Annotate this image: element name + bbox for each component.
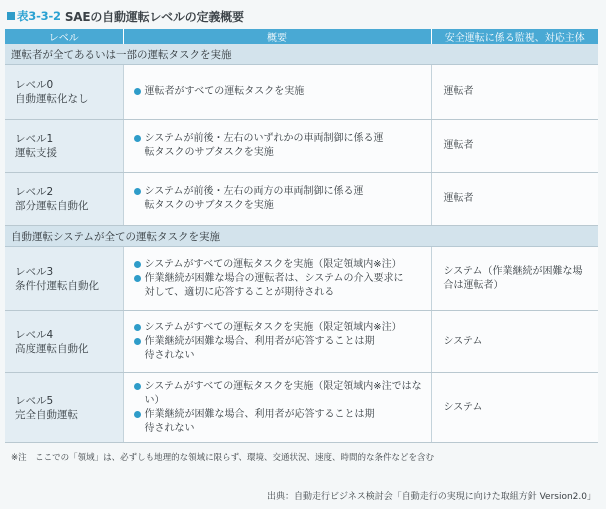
table-row xyxy=(5,65,598,120)
subject-text: システム（作業継続が困難な場合は運転者） xyxy=(443,265,583,291)
level-cell xyxy=(5,311,123,373)
bullet-dot-icon xyxy=(134,411,141,418)
bullet-dot-icon xyxy=(134,261,141,268)
overview-text: 作業継続が困難な場合の運転者は、システムの介入要求に対して、適切に応答することが期待される xyxy=(144,272,404,298)
overview-bullet xyxy=(134,185,430,213)
overview-cell xyxy=(123,373,431,443)
level-name: 高度運転自動化 xyxy=(15,342,89,355)
source-citation: 出典：自動走行ビジネス検討会「自動走行の実現に向けた取組方針 Version2.0」 xyxy=(266,492,596,502)
subject-cell: システム xyxy=(431,311,598,373)
level-name: 部分運転自動化 xyxy=(15,200,89,212)
overview-cell xyxy=(123,247,431,311)
overview-bullet xyxy=(134,335,430,363)
overview-bullet xyxy=(134,258,430,272)
overview-cell xyxy=(123,173,431,226)
level-number: レベル0 xyxy=(15,79,54,91)
level-name: 自動運転化なし xyxy=(15,93,89,105)
bullet-dot-icon xyxy=(134,275,141,282)
subject-cell: 運転者 xyxy=(431,120,598,173)
header-overview: 概要 xyxy=(123,29,431,44)
table-row xyxy=(5,247,598,311)
bullet-dot-icon xyxy=(134,188,141,195)
overview-text: システムがすべての運転タスクを実施（限定領域内※注） xyxy=(144,258,402,270)
overview-bullet xyxy=(134,132,430,160)
header-row xyxy=(5,29,598,44)
overview-text: システムがすべての運転タスクを実施（限定領域内※注） xyxy=(144,321,402,333)
bullet-dot-icon xyxy=(134,338,141,345)
subject-cell: 運転者 xyxy=(431,173,598,226)
subject-cell: システム xyxy=(431,373,598,443)
table-row xyxy=(5,120,598,173)
section-heading: 自動運転システムが全ての運転タスクを実施 xyxy=(5,226,598,247)
header-level: レベル xyxy=(5,29,123,44)
bullet-dot-icon xyxy=(134,88,141,95)
subject-cell xyxy=(431,247,598,311)
overview-bullet xyxy=(134,321,430,335)
level-cell xyxy=(5,373,123,443)
overview-text: 作業継続が困難な場合、利用者が応答することは期待されない xyxy=(144,335,375,361)
overview-bullet xyxy=(134,85,430,99)
level-number: レベル5 xyxy=(15,394,54,407)
caption-title: SAEの自動運転レベルの定義概要 xyxy=(64,9,244,24)
table-row xyxy=(5,311,598,373)
level-number: レベル3 xyxy=(15,265,54,278)
table-caption xyxy=(5,7,598,25)
level-cell xyxy=(5,247,123,311)
section-heading: 運転者が全てあるいは一部の運転タスクを実施 xyxy=(5,44,598,65)
level-cell xyxy=(5,120,123,173)
level-number: レベル1 xyxy=(15,133,54,145)
table-row xyxy=(5,373,598,443)
overview-cell xyxy=(123,120,431,173)
level-name: 完全自動運転 xyxy=(15,408,78,421)
header-subject: 安全運転に係る監視、対応主体 xyxy=(431,29,598,44)
overview-cell xyxy=(123,65,431,120)
overview-text: 作業継続が困難な場合、利用者が応答することは期待されない xyxy=(144,408,375,434)
subject-cell: 運転者 xyxy=(431,65,598,120)
bullet-dot-icon xyxy=(134,324,141,331)
level-name: 条件付運転自動化 xyxy=(15,279,99,292)
section-row xyxy=(5,44,598,65)
overview-cell xyxy=(123,311,431,373)
sae-levels-table xyxy=(5,29,598,443)
level-number: レベル2 xyxy=(15,186,54,198)
overview-text: 運転者がすべての運転タスクを実施 xyxy=(144,86,305,97)
overview-text: システムがすべての運転タスクを実施（限定領域内※注ではない） xyxy=(144,380,422,406)
level-cell xyxy=(5,173,123,226)
table-row xyxy=(5,173,598,226)
bullet-dot-icon xyxy=(134,383,141,390)
caption-square-icon xyxy=(7,12,15,20)
caption-label: 表3-3-2 xyxy=(17,9,61,23)
overview-bullet xyxy=(134,272,430,300)
level-number: レベル4 xyxy=(15,328,54,341)
overview-text: システムが前後・左右の両方の車両制御に係る運転タスクのサブタスクを実施 xyxy=(144,186,364,211)
overview-text: システムが前後・左右のいずれかの車両制御に係る運転タスクのサブタスクを実施 xyxy=(144,133,384,158)
section-row xyxy=(5,226,598,247)
level-cell xyxy=(5,65,123,120)
overview-bullet xyxy=(134,408,430,436)
footnote: ※注 ここでの「領域」は、必ずしも地理的な領域に限らず、環境、交通状況、速度、時間的な条件などを含む xyxy=(11,453,434,463)
level-name: 運転支援 xyxy=(15,147,57,159)
overview-bullet xyxy=(134,380,430,408)
bullet-dot-icon xyxy=(134,135,141,142)
